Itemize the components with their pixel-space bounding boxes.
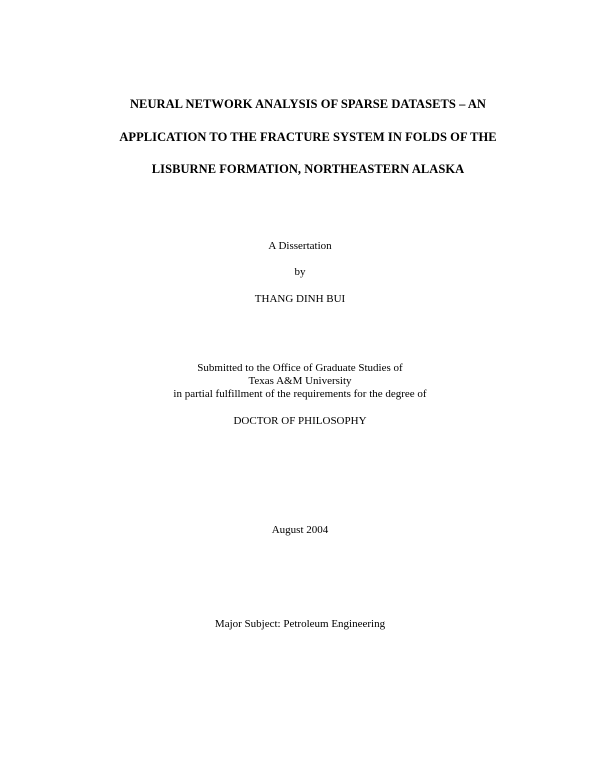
by-label: by [294, 266, 306, 278]
submission-date: August 2004 [271, 524, 329, 536]
major-subject: Major Subject: Petroleum Engineering [214, 618, 386, 630]
submission-line-3: in partial fulfillment of the requirements for the degree of [173, 388, 427, 400]
title-line-3: LISBURNE FORMATION, NORTHEASTERN ALASKA [151, 162, 465, 176]
submission-line-1: Submitted to the Office of Graduate Studies of [197, 362, 403, 374]
title-line-1: NEURAL NETWORK ANALYSIS OF SPARSE DATASETS – AN [129, 97, 487, 111]
submission-line-2: Texas A&M University [248, 375, 352, 387]
document-type: A Dissertation [268, 240, 332, 252]
title-line-2: APPLICATION TO THE FRACTURE SYSTEM IN FOLDS OF THE [119, 130, 497, 144]
author-name: THANG DINH BUI [254, 293, 346, 305]
degree-name: DOCTOR OF PHILOSOPHY [233, 415, 367, 427]
